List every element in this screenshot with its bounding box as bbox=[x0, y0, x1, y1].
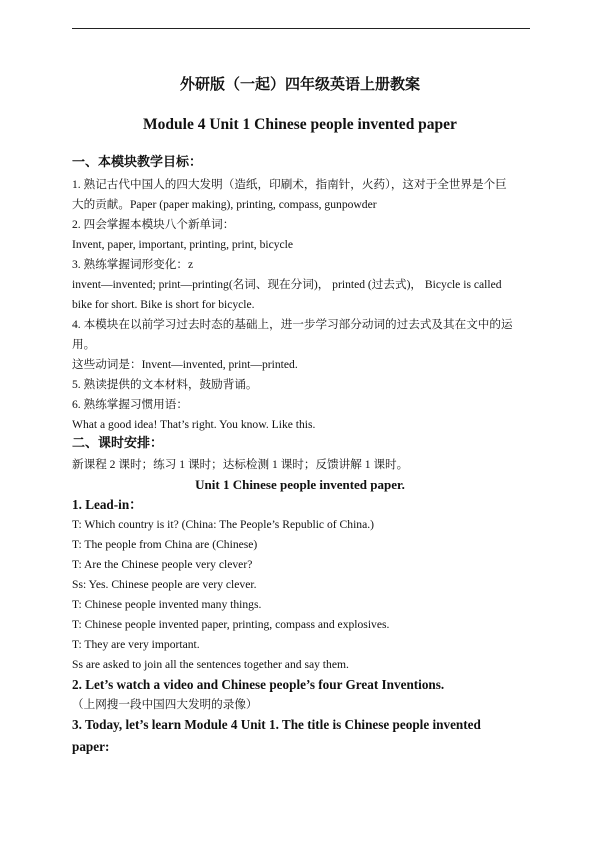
document-title-cn: 外研版（一起）四年级英语上册教案 bbox=[179, 75, 420, 93]
leadin-heading: 1. Lead-in： bbox=[72, 497, 143, 512]
goal-line: invent—invented; print—printing(名词、现在分词)， printed (过去式)， Bicycle is called bbox=[72, 278, 502, 291]
dialogue-line: T: They are very important. bbox=[72, 638, 200, 651]
goal-line: 3. 熟练掌握词形变化：z bbox=[72, 258, 194, 271]
goal-line: 大的贡献。Paper (paper making), printing, compass, gunpowder bbox=[72, 198, 377, 211]
schedule-text: 新课程 2 课时；练习 1 课时；达标检测 1 课时；反馈讲解 1 课时。 bbox=[72, 458, 409, 471]
goal-line: 5. 熟读提供的文本材料，鼓励背诵。 bbox=[72, 378, 258, 391]
goal-line: bike for short. Bike is short for bicycle. bbox=[72, 298, 255, 311]
unit-title: Unit 1 Chinese people invented paper. bbox=[195, 477, 405, 492]
dialogue-line: T: Chinese people invented many things. bbox=[72, 598, 262, 611]
section-heading-schedule: 二、课时安排： bbox=[72, 436, 164, 451]
goal-line: 2. 四会掌握本模块八个新单词： bbox=[72, 218, 235, 231]
step3-heading-continued: paper: bbox=[72, 739, 110, 754]
goal-line: 用。 bbox=[72, 338, 96, 351]
header-rule bbox=[72, 28, 530, 29]
goal-line: Invent, paper, important, printing, print, bicycle bbox=[72, 238, 294, 251]
dialogue-line: T: The people from China are (Chinese) bbox=[72, 538, 258, 551]
step3-heading: 3. Today, let’s learn Module 4 Unit 1. The title is Chinese people invented bbox=[72, 717, 481, 732]
goal-line: 4. 本模块在以前学习过去时态的基础上，进一步学习部分动词的过去式及其在文中的运 bbox=[72, 318, 513, 331]
dialogue-line: Ss: Yes. Chinese people are very clever. bbox=[72, 578, 257, 591]
goal-line: What a good idea! That’s right. You know. Like this. bbox=[72, 418, 316, 431]
section-heading-goals: 一、本模块教学目标： bbox=[72, 155, 203, 170]
goal-line: 这些动词是：Invent—invented, print—printed. bbox=[72, 358, 298, 371]
document-title-en: Module 4 Unit 1 Chinese people invented paper bbox=[143, 116, 457, 133]
dialogue-line: Ss are asked to join all the sentences together and say them. bbox=[72, 658, 349, 671]
step2-note: （上网搜一段中国四大发明的录像） bbox=[72, 698, 258, 711]
goal-line: 6. 熟练掌握习惯用语： bbox=[72, 398, 188, 411]
goal-line: 1. 熟记古代中国人的四大发明（造纸，印刷术，指南针，火药），这对于全世界是个巨 bbox=[72, 178, 507, 191]
dialogue-line: T: Which country is it? (China: The People’s Republic of China.) bbox=[72, 518, 374, 531]
dialogue-line: T: Are the Chinese people very clever? bbox=[72, 558, 253, 571]
step2-heading: 2. Let’s watch a video and Chinese people’s four Great Inventions. bbox=[72, 677, 445, 692]
dialogue-line: T: Chinese people invented paper, printing, compass and explosives. bbox=[72, 618, 390, 631]
